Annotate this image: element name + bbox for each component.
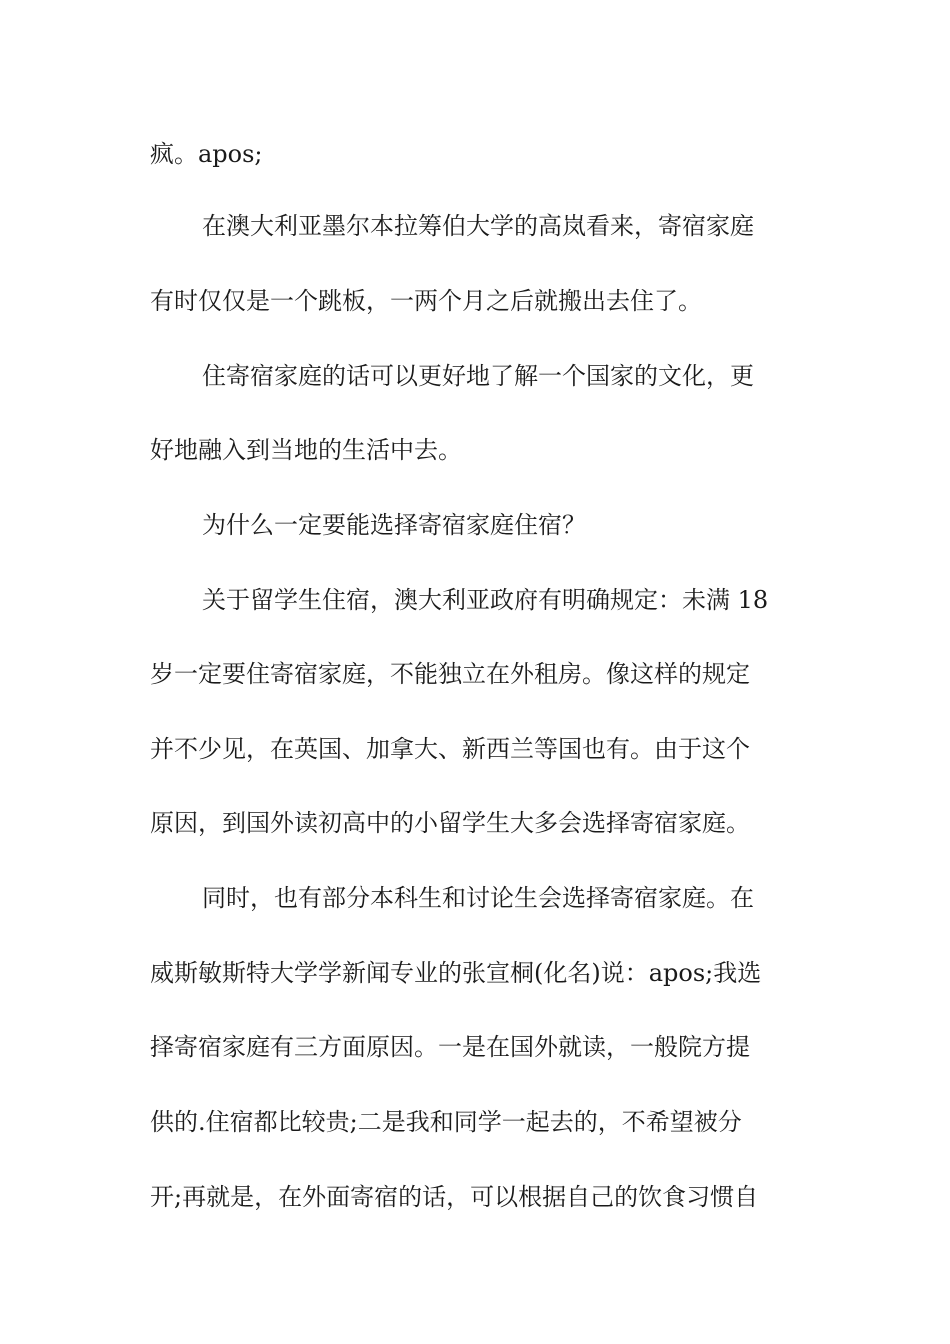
paragraph-heading-question: 为什么一定要能选择寄宿家庭住宿？ <box>202 511 586 539</box>
text-line: 开;再就是，在外面寄宿的话，可以根据自己的饮食习惯自 <box>150 1183 759 1211</box>
paragraph-first-line: 关于留学生住宿，澳大利亚政府有明确规定：未满 18 <box>202 586 769 614</box>
text-line: 威斯敏斯特大学学新闻专业的张宣桐(化名)说：apos;我选 <box>150 959 762 987</box>
text-line: 原因，到国外读初高中的小留学生大多会选择寄宿家庭。 <box>150 809 750 837</box>
text-line: 有时仅仅是一个跳板，一两个月之后就搬出去住了。 <box>150 287 702 315</box>
text-line: 疯。apos; <box>150 140 263 168</box>
text-line: 供的.住宿都比较贵;二是我和同学一起去的，不希望被分 <box>150 1108 742 1136</box>
text-line: 好地融入到当地的生活中去。 <box>150 436 462 464</box>
text-line: 岁一定要住寄宿家庭，不能独立在外租房。像这样的规定 <box>150 660 750 688</box>
text-line: 并不少见，在英国、加拿大、新西兰等国也有。由于这个 <box>150 735 750 763</box>
paragraph-first-line: 在澳大利亚墨尔本拉筹伯大学的高岚看来，寄宿家庭 <box>202 212 754 240</box>
paragraph-first-line: 同时，也有部分本科生和讨论生会选择寄宿家庭。在 <box>202 884 754 912</box>
text-line: 择寄宿家庭有三方面原因。一是在国外就读，一般院方提 <box>150 1033 750 1061</box>
paragraph-first-line: 住寄宿家庭的话可以更好地了解一个国家的文化，更 <box>202 362 754 390</box>
